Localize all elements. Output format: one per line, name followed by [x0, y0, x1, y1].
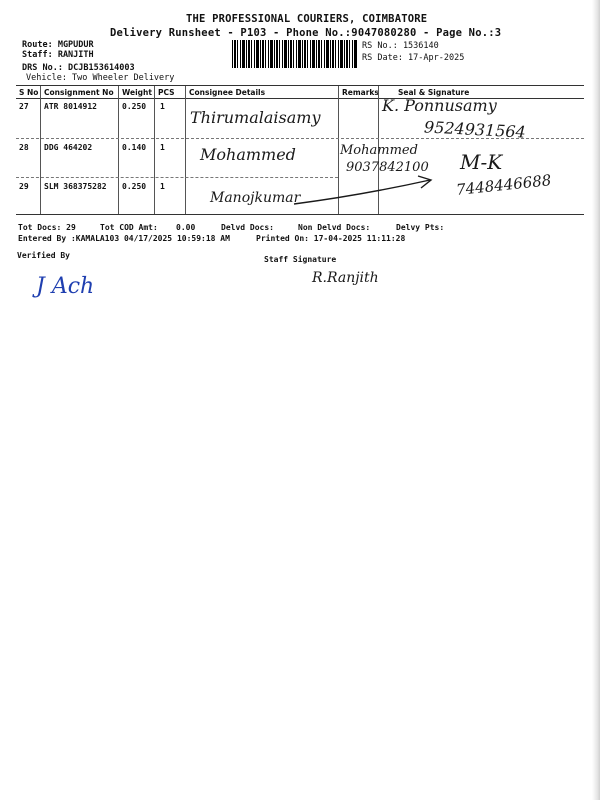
row-28-pcs: 1 [160, 143, 165, 152]
row-29-consignment: SLM 368375282 [44, 182, 107, 191]
non-delivered-docs: Non Delvd Docs: [298, 223, 371, 232]
row-28-consignment: DDG 464202 [44, 143, 93, 152]
col-header-consignee: Consignee Details [189, 88, 266, 97]
row-28-sno: 28 [19, 143, 29, 152]
total-cod-label: Tot COD Amt: [100, 223, 158, 232]
row-27-seal-handwritten-phone: 9524931564 [423, 117, 527, 142]
col-header-consignment: Consignment No [44, 88, 114, 97]
table-top-border [16, 85, 584, 86]
col-header-weight: Weight [122, 88, 152, 97]
row-28-seal-handwritten-sign: M-K [460, 150, 503, 174]
staff-signature-label: Staff Signature [264, 255, 337, 264]
row-28-consignee-handwritten: Mohammed [200, 145, 296, 164]
printed-on: Printed On: 17-04-2025 11:11:28 [256, 234, 406, 243]
row-28-remarks-handwritten-sign: Mohammed [340, 143, 418, 158]
col-header-remarks: Remarks [342, 88, 379, 97]
vehicle-type: Vehicle: Two Wheeler Delivery [26, 73, 175, 83]
row-28-seal-handwritten-phone: 7448446688 [455, 171, 553, 199]
row-27-sno: 27 [19, 102, 29, 111]
total-cod-value: 0.00 [176, 223, 196, 232]
row-27-pcs: 1 [160, 102, 165, 111]
total-docs: Tot Docs: 29 [18, 223, 76, 232]
col-separator [154, 86, 155, 214]
row-29-pcs: 1 [160, 182, 165, 191]
row-29-weight: 0.250 [122, 182, 147, 191]
barcode-image [232, 40, 358, 68]
handwritten-arrow-icon [290, 170, 440, 210]
verified-by-signature: J Ach [36, 274, 95, 299]
staff-signature-handwritten: R.Ranjith [312, 270, 379, 286]
col-header-pcs: PCS [158, 88, 175, 97]
route-label: Route: MGPUDUR [22, 40, 94, 50]
row-27-consignee-handwritten: Thirumalaisamy [190, 108, 321, 127]
row-27-consignment: ATR 8014912 [44, 102, 97, 111]
table-header-border [16, 98, 584, 99]
verified-by-label: Verified By [17, 251, 70, 260]
rs-number: RS No.: 1536140 [362, 41, 439, 51]
col-separator [118, 86, 119, 214]
runsheet-title: Delivery Runsheet - P103 - Phone No.:9047080280 - Page No.:3 [110, 27, 502, 39]
page-edge-shadow [592, 0, 600, 800]
col-header-sno: S No [19, 88, 39, 97]
row-divider [16, 138, 584, 139]
drs-number: DRS No.: DCJB153614003 [22, 63, 135, 73]
table-bottom-border [16, 214, 584, 215]
rs-date: RS Date: 17-Apr-2025 [362, 53, 465, 63]
col-separator [185, 86, 186, 214]
row-27-weight: 0.250 [122, 102, 147, 111]
row-29-sno: 29 [19, 182, 29, 191]
col-separator [40, 86, 41, 214]
company-name: THE PROFESSIONAL COURIERS, COIMBATORE [186, 13, 428, 25]
row-28-remarks-handwritten-phone: 9037842100 [346, 160, 429, 175]
row-27-seal-handwritten-name: K. Ponnusamy [382, 96, 497, 115]
entered-by: Entered By :KAMALA103 04/17/2025 10:59:18 AM [18, 234, 230, 243]
staff-label: Staff: RANJITH [22, 50, 94, 60]
row-29-consignee-handwritten: Manojkumar [210, 190, 301, 206]
delivered-docs: Delvd Docs: [221, 223, 274, 232]
delivery-points: Delvy Pts: [396, 223, 445, 232]
row-28-weight: 0.140 [122, 143, 147, 152]
col-header-seal: Seal & Signature [398, 88, 470, 97]
